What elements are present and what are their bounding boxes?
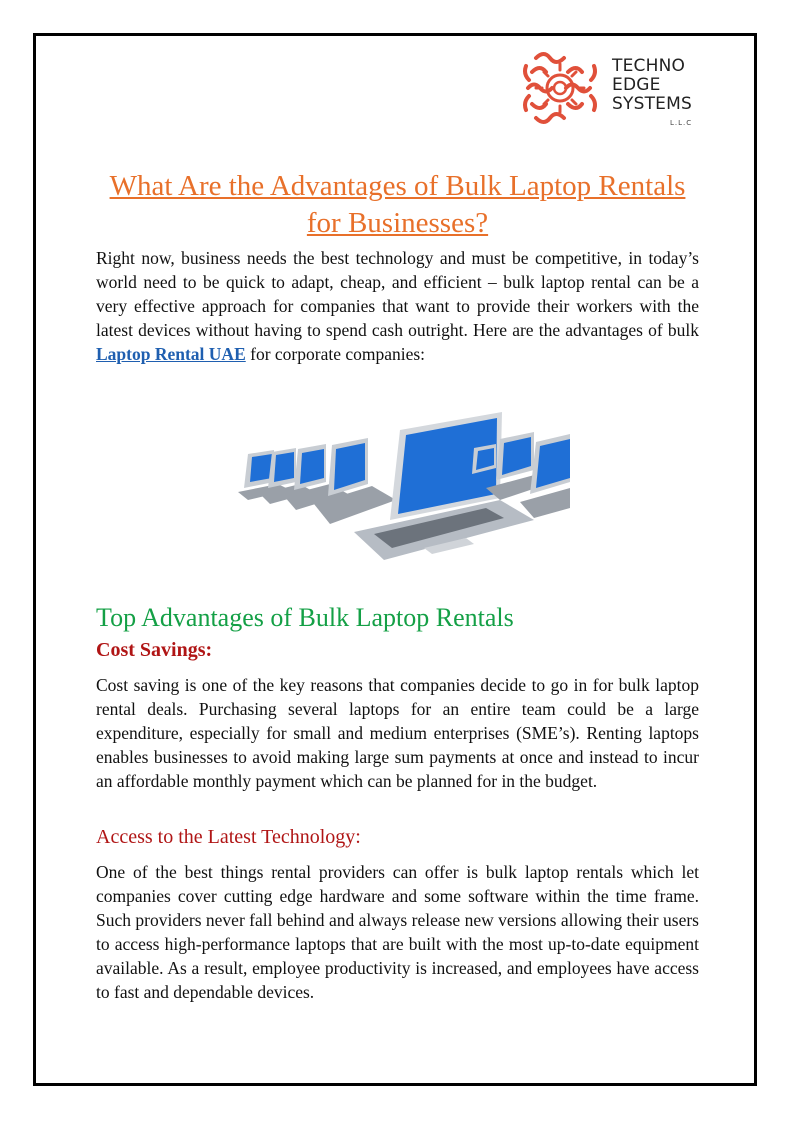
logo-line-3: SYSTEMS: [612, 94, 692, 114]
laptop-rental-uae-link[interactable]: Laptop Rental UAE: [96, 344, 246, 364]
intro-text-end: for corporate companies:: [245, 344, 426, 364]
logo-wordmark: [612, 57, 692, 114]
section-heading: Top Advantages of Bulk Laptop Rentals: [96, 603, 514, 632]
intro-paragraph: [96, 246, 699, 366]
latest-technology-heading: Access to the Latest Technology:: [96, 826, 361, 848]
logo-suffix: L.L.C: [670, 119, 693, 127]
laptops-row-image: [234, 408, 570, 568]
latest-technology-paragraph: One of the best things rental providers can offer is bulk laptop rentals which let companies cover cutting edge hardware and some software within the time frame. Such providers never fall behind and always release new versions allowing their users to access high-performance laptops that are built with the most up-to-date equipment available. As a result, employee productivity is increased, and employees have access to fast and dependable devices.: [96, 862, 699, 1002]
laptop-icon: [314, 438, 396, 524]
intro-text: Right now, business needs the best technology and must be competitive, in today’s world need to be quick to adapt, cheap, and efficient – bulk laptop rental can be a very effective approach for companies that want to provide their workers with the latest devices without having to spend cash outright. Here are the advantages of bulk: [96, 248, 699, 340]
cost-savings-paragraph: Cost saving is one of the key reasons that companies decide to go in for bulk laptop rental deals. Purchasing several laptops for an entire team could be a large expenditure, especially for small and medium enterprises (SME’s). Renting laptops enables businesses to avoid making large sum payments at once and instead to incur an affordable monthly payment which can be planned for in the budget.: [96, 675, 699, 791]
logo-line-2: EDGE: [612, 75, 661, 95]
page-title: What Are the Advantages of Bulk Laptop Rentals for Businesses?: [109, 170, 686, 239]
logo-mark-icon: [522, 46, 602, 132]
cost-savings-heading: Cost Savings:: [96, 639, 213, 661]
logo-line-1: TECHNO: [612, 56, 686, 76]
company-logo: [522, 46, 712, 132]
